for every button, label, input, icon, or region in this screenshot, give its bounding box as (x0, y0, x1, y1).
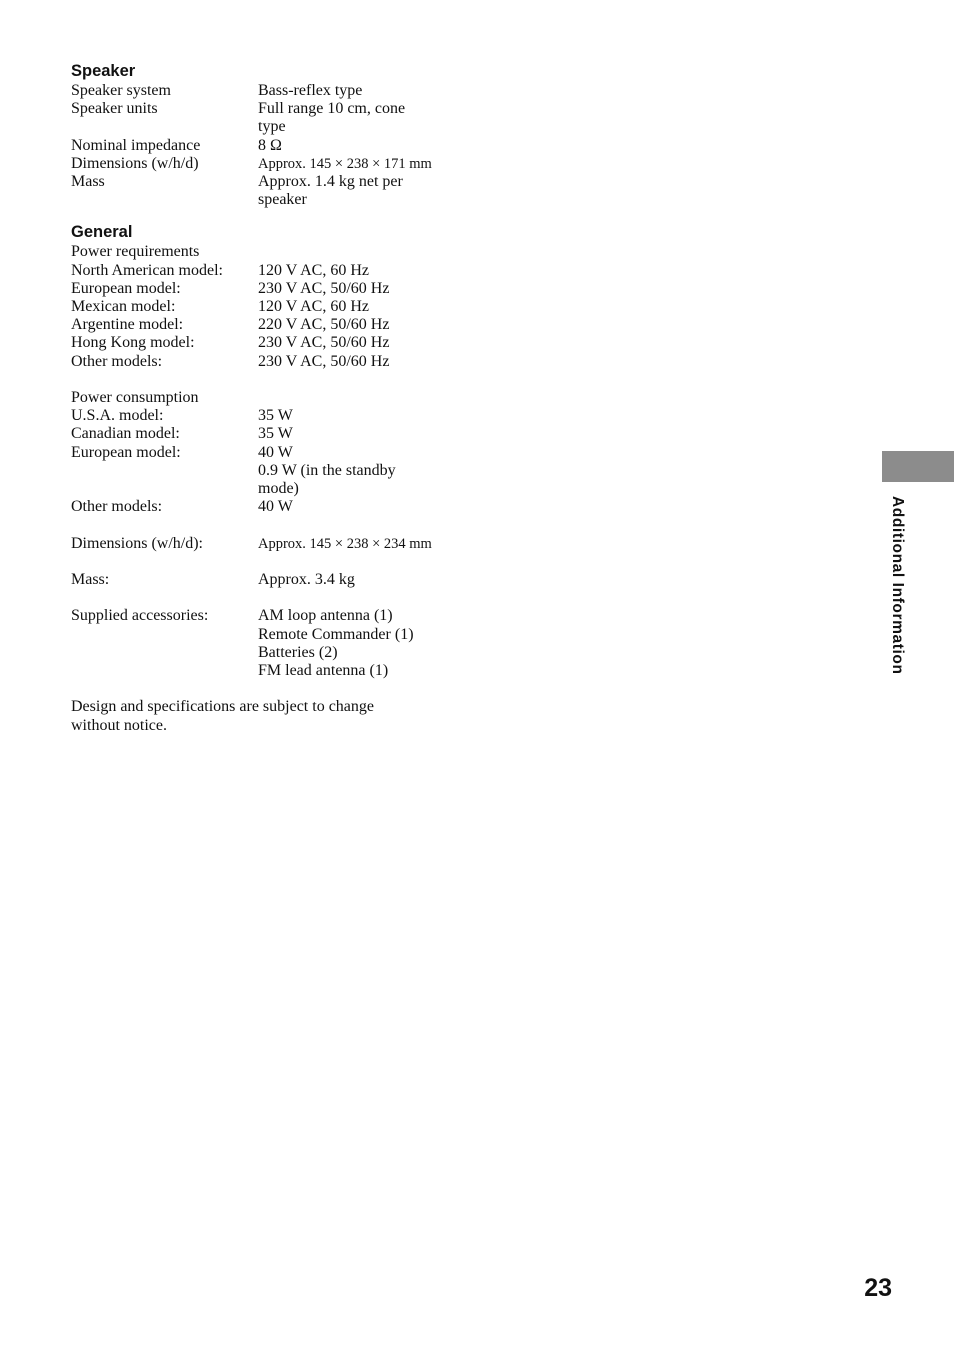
spec-label: Canadian model: (71, 425, 180, 443)
section-tab-marker (882, 451, 954, 482)
spec-value-line: Approx. 145 × 238 × 234 mm (258, 535, 432, 552)
spec-row (71, 82, 491, 100)
page-number: 23 (864, 1274, 892, 1302)
spec-row (71, 571, 491, 589)
spec-row (71, 607, 491, 680)
spec-value (258, 498, 491, 516)
spec-label: Mexican model: (71, 298, 176, 316)
spec-label: Argentine model: (71, 316, 184, 334)
spec-value: 120 V AC, 60 Hz (258, 261, 369, 279)
general-heading: General (71, 223, 133, 242)
spec-label: U.S.A. model: (71, 407, 164, 425)
speaker-spec-table (71, 82, 491, 209)
general-spec-table (71, 243, 491, 734)
spec-label: European model: (71, 443, 181, 461)
spec-value (258, 444, 491, 499)
spec-value: Approx. 3.4 kg (258, 571, 355, 589)
spec-value-line: 0.9 W (in the standby (258, 461, 396, 479)
section-tab-label (887, 496, 909, 726)
spec-row (71, 444, 491, 499)
spec-row (71, 173, 491, 209)
spec-row (71, 298, 491, 316)
accessory-item: Remote Commander (1) (258, 625, 414, 643)
spec-value-line: 40 W (258, 498, 293, 516)
spec-label: Power requirements (71, 243, 200, 261)
accessory-item: AM loop antenna (1) (258, 607, 393, 625)
spec-label: European model: (71, 279, 181, 297)
spec-value-line: mode) (258, 480, 299, 498)
spec-row (71, 407, 491, 425)
spec-content (71, 60, 491, 735)
spec-value (258, 173, 491, 209)
accessory-item: Batteries (2) (258, 643, 338, 661)
speaker-heading: Speaker (71, 62, 136, 80)
spec-row (71, 498, 491, 516)
spec-label: Power consumption (71, 389, 199, 407)
spec-row (71, 334, 491, 352)
power-requirements-label (71, 243, 491, 261)
spec-value-line: 35 W (258, 407, 293, 425)
specification-notice (71, 698, 491, 734)
spec-value (258, 535, 491, 553)
spec-label: Mass: (71, 571, 110, 589)
spec-label: Mass (71, 173, 105, 191)
spec-value: 230 V AC, 50/60 Hz (258, 334, 390, 352)
spec-row (71, 353, 491, 371)
spec-value: 120 V AC, 60 Hz (258, 298, 369, 316)
spec-label: Dimensions (w/h/d) (71, 154, 199, 172)
spec-row (71, 535, 491, 553)
spec-value-line: speaker (258, 191, 307, 209)
spec-label: Speaker system (71, 82, 171, 99)
spec-label: Nominal impedance (71, 136, 201, 154)
spec-label: Other models: (71, 352, 163, 370)
spec-value (258, 100, 491, 136)
spec-value: 230 V AC, 50/60 Hz (258, 279, 390, 297)
spec-value: 220 V AC, 50/60 Hz (258, 316, 390, 334)
spec-value (258, 82, 491, 100)
spec-value-line: 35 W (258, 425, 293, 443)
spec-row (71, 280, 491, 298)
notice-line: without notice. (71, 716, 167, 734)
spec-label: Dimensions (w/h/d): (71, 534, 203, 552)
spec-row (71, 100, 491, 136)
spec-value (258, 425, 491, 443)
spec-value-line: Approx. 145 × 238 × 171 mm (258, 155, 432, 172)
spec-value-line: type (258, 118, 286, 136)
spec-value (258, 407, 491, 425)
spec-value-line: Approx. 1.4 kg net per (258, 173, 403, 191)
spec-label: Supplied accessories: (71, 607, 209, 625)
accessories-list (258, 607, 491, 680)
spec-label: North American model: (71, 261, 223, 279)
section-tab-text: Additional Information (889, 496, 906, 675)
spec-row (71, 425, 491, 443)
spec-row (71, 137, 491, 155)
notice-line: Design and specifications are subject to change (71, 698, 374, 716)
accessory-item: FM lead antenna (1) (258, 662, 389, 680)
spec-label: Hong Kong model: (71, 334, 195, 352)
spec-label: Other models: (71, 498, 163, 516)
spec-value-line: Full range 10 cm, cone (258, 100, 406, 118)
spec-row (71, 155, 491, 173)
spec-row (71, 316, 491, 334)
power-consumption-label (71, 389, 491, 407)
spec-row (71, 262, 491, 280)
spec-value-line: Bass-reflex type (258, 82, 363, 99)
spec-value: 230 V AC, 50/60 Hz (258, 352, 390, 370)
spec-value (258, 155, 491, 173)
spec-value-line: 40 W (258, 443, 293, 461)
spec-label: Speaker units (71, 100, 158, 118)
spec-value-line: 8 Ω (258, 136, 282, 154)
spec-value (258, 137, 491, 155)
